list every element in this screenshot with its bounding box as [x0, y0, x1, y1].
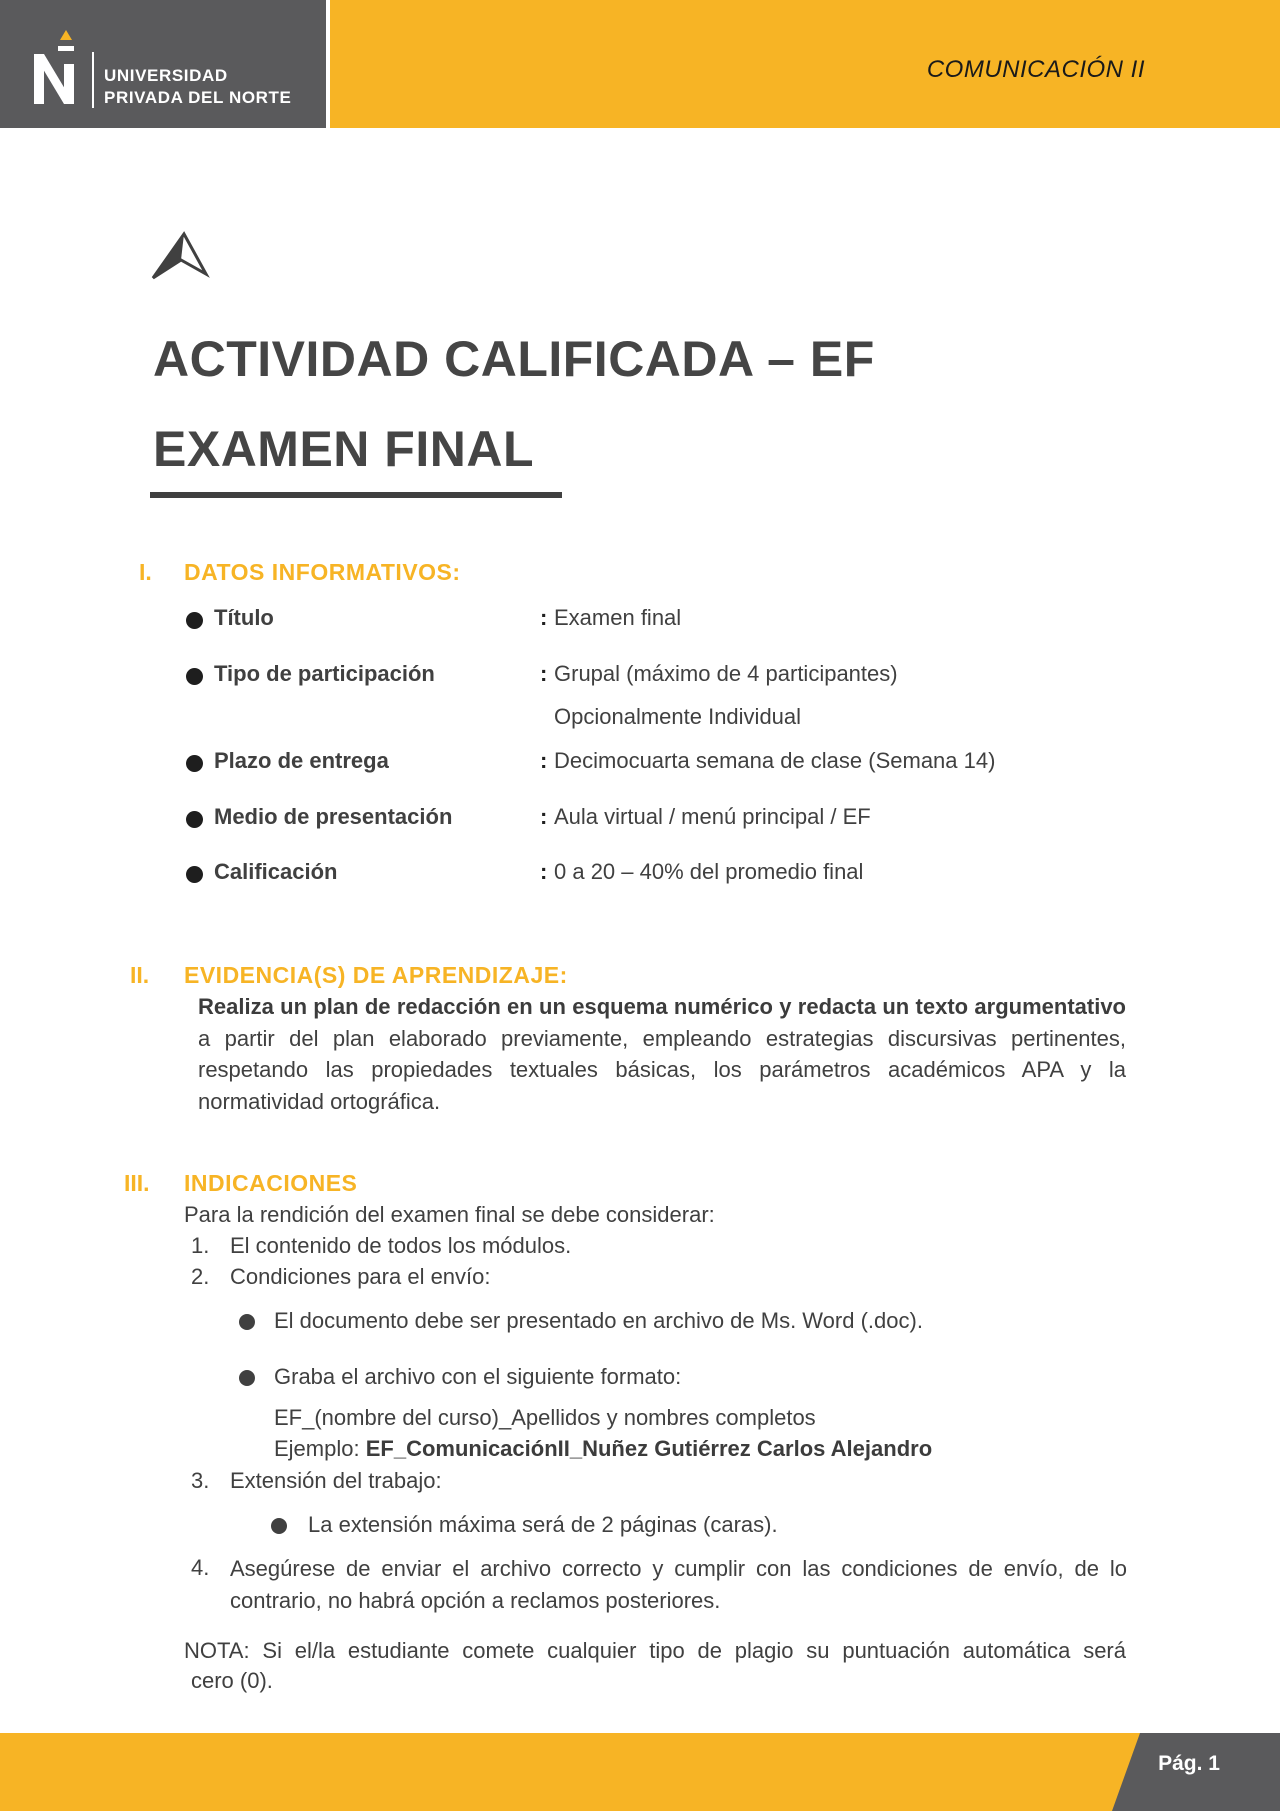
upn-logo-icon	[30, 30, 90, 106]
example-label: Ejemplo:	[274, 1436, 366, 1461]
list-number: 4.	[191, 1555, 210, 1580]
section-title: DATOS INFORMATIVOS:	[184, 559, 461, 585]
info-label: Medio de presentación	[214, 804, 453, 829]
info-value: 0 a 20 – 40% del promedio final	[554, 859, 864, 884]
page-number: Pág. 1	[1158, 1752, 1220, 1775]
info-colon: :	[540, 661, 548, 686]
info-value-secondary: Opcionalmente Individual	[554, 704, 802, 729]
bullet-icon	[239, 1370, 255, 1386]
list-item: El contenido de todos los módulos.	[230, 1233, 572, 1258]
list-item: Asegúrese de enviar el archivo correcto y cumplir con las condiciones de envío, de lo contrario, no habrá opción a reclamos posteriores.	[230, 1556, 1127, 1613]
logo-university-text-2: PRIVADA DEL NORTE	[104, 88, 292, 107]
note-text: NOTA: Si el/la estudiante comete cualquier tipo de plagio su puntuación automática será	[184, 1638, 1126, 1663]
info-label: Título	[214, 605, 274, 630]
list-number: 3.	[191, 1468, 210, 1493]
info-colon: :	[540, 859, 548, 884]
bullet-icon	[239, 1314, 255, 1330]
sub-list-item: El documento debe ser presentado en archivo de Ms. Word (.doc).	[274, 1308, 923, 1333]
sub-list-item: Graba el archivo con el siguiente formato:	[274, 1364, 682, 1389]
evidence-bold-text: Realiza un plan de redacción en un esquema numérico y redacta un texto argumentativo	[198, 994, 1126, 1019]
bullet-icon	[186, 755, 203, 772]
list-item: Extensión del trabajo:	[230, 1468, 442, 1493]
section-number: III.	[124, 1170, 150, 1196]
indications-intro: Para la rendición del examen final se debe considerar:	[184, 1202, 715, 1227]
footer-bar	[0, 1733, 1280, 1811]
info-value: Decimocuarta semana de clase (Semana 14)	[554, 748, 996, 773]
info-value: Aula virtual / menú principal / EF	[554, 804, 871, 829]
header-logo-panel	[0, 0, 326, 128]
section-number: I.	[139, 559, 152, 585]
bullet-icon	[271, 1518, 287, 1534]
logo-divider	[92, 52, 94, 108]
info-value: Grupal (máximo de 4 participantes)	[554, 661, 898, 686]
logo-university-text: UNIVERSIDAD	[104, 66, 228, 85]
info-colon: :	[540, 748, 548, 773]
list-number: 1.	[191, 1233, 210, 1258]
info-label: Tipo de participación	[214, 661, 435, 686]
list-item: Condiciones para el envío:	[230, 1264, 491, 1289]
section-title: INDICACIONES	[184, 1170, 358, 1196]
info-colon: :	[540, 605, 548, 630]
bullet-icon	[186, 866, 203, 883]
page-title: ACTIVIDAD CALIFICADA – EF	[153, 331, 875, 387]
info-value: Examen final	[554, 605, 682, 630]
example-value: EF_ComunicaciónII_Nuñez Gutiérrez Carlos Alejandro	[365, 1436, 933, 1461]
course-name: COMUNICACIÓN II	[926, 56, 1145, 83]
evidence-paragraph	[198, 991, 1126, 1117]
list-number: 2.	[191, 1264, 210, 1289]
bullet-icon	[186, 668, 203, 685]
info-label: Calificación	[214, 859, 338, 884]
sub-list-item: La extensión máxima será de 2 páginas (caras).	[308, 1512, 778, 1537]
section-number: II.	[130, 962, 150, 988]
note-text-2: cero (0).	[191, 1668, 273, 1693]
example-line	[274, 1436, 932, 1462]
info-colon: :	[540, 804, 548, 829]
evidence-text: a partir del plan elaborado previamente, empleando estrategias discursivas pertinentes, respetando las propiedades textuales básicas, los parámetros académicos APA y la normatividad ortográfica.	[198, 1025, 1126, 1114]
section-title: EVIDENCIA(S) DE APRENDIZAJE:	[184, 962, 568, 988]
page-subtitle: EXAMEN FINAL	[153, 421, 534, 477]
bullet-icon	[186, 612, 203, 629]
title-underline	[150, 492, 562, 498]
file-format-text: EF_(nombre del curso)_Apellidos y nombres completos	[274, 1405, 816, 1430]
bullet-icon	[186, 811, 203, 828]
navigation-arrow-icon	[150, 230, 210, 280]
info-label: Plazo de entrega	[214, 748, 389, 773]
